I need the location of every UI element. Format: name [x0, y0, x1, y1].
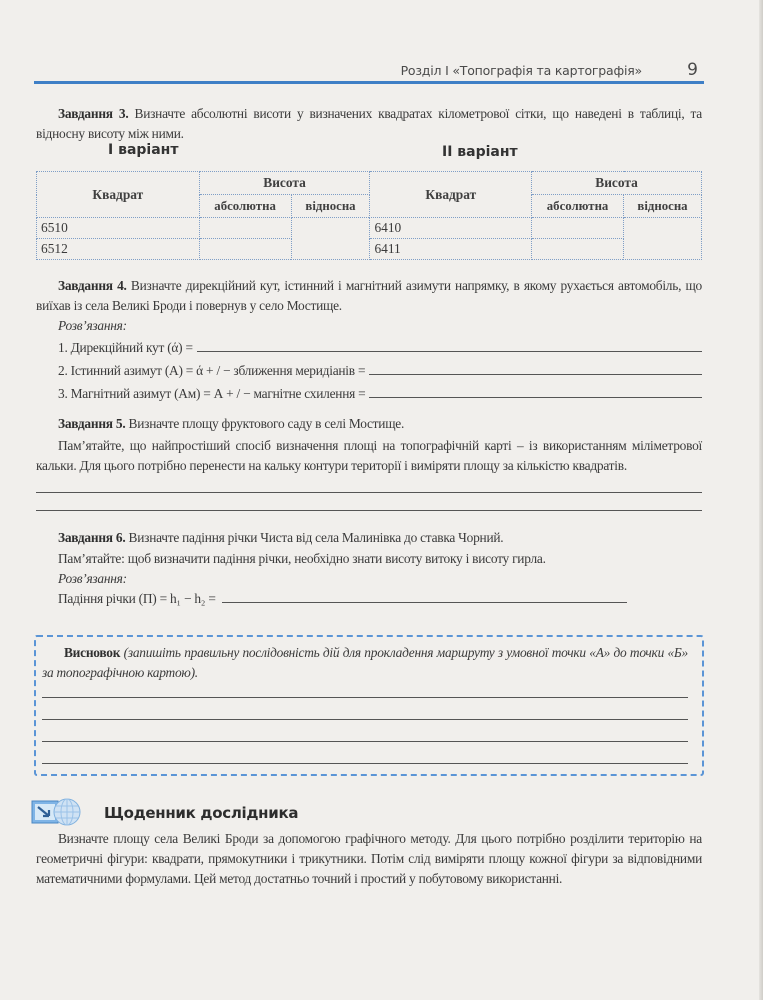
answer-line[interactable]: [42, 763, 688, 764]
absolute-input[interactable]: [532, 239, 624, 260]
col-square-1: Квадрат: [37, 172, 200, 218]
diary-title: Щоденник дослідника: [104, 804, 299, 822]
task-5-label: Завдання 5.: [58, 416, 126, 431]
task-4-step-1: 1. Дирекційний кут (ά) =: [36, 338, 702, 358]
task-6-solution-label: Розв’язання:: [58, 571, 127, 586]
col-relative-2: відносна: [624, 195, 702, 218]
col-height-2: Висота: [532, 172, 702, 195]
absolute-input[interactable]: [532, 218, 624, 239]
task-6: [36, 528, 702, 609]
square-cell: 6410: [370, 218, 532, 239]
task-6-note: Пам’ятайте: щоб визначити падіння річки, необхідно знати висоту витоку і висоту гирла.: [58, 551, 546, 566]
conclusion-text: Висновок (запишіть правильну послідовність дій для прокладення маршруту з умовної точки «А» до точки «Б» за топографічною картою).: [42, 645, 688, 680]
diary-body: [36, 829, 702, 889]
task-4-step-3: 3. Магнітний азимут (Ам) = А + / − магнітне схилення =: [36, 384, 702, 404]
col-square-2: Квадрат: [370, 172, 532, 218]
variant-1-heading: І варіант: [108, 142, 179, 158]
conclusion-label: Висновок: [64, 645, 121, 660]
table-row: [37, 239, 702, 260]
square-cell: 6512: [37, 239, 200, 260]
answer-line[interactable]: [42, 697, 688, 698]
task-4-label: Завдання 4.: [58, 278, 127, 293]
absolute-input[interactable]: [199, 239, 291, 260]
answer-line[interactable]: [369, 384, 702, 398]
task-6-label: Завдання 6.: [58, 530, 126, 545]
table-row: [37, 218, 702, 239]
col-relative-1: відносна: [291, 195, 370, 218]
answer-line[interactable]: [42, 741, 688, 742]
task-4-step-2: 2. Істинний азимут (А) = ά + / − зближення меридіанів =: [36, 361, 702, 381]
conclusion-box: [34, 635, 704, 776]
heights-table: [36, 171, 702, 260]
task-6-formula: Падіння річки (П) = h₁ − h₂ =: [36, 589, 702, 609]
col-height-1: Висота: [199, 172, 370, 195]
answer-line[interactable]: [197, 338, 702, 352]
task-3-label: Завдання 3.: [58, 106, 129, 121]
task-4-text: Завдання 4. Визначте дирекційний кут, істинний і магнітний азимути напрямку, в якому рухається автомобіль, що виїхав із села Великі Броди і повернув у село Мостище.: [36, 278, 702, 313]
square-cell: 6411: [370, 239, 532, 260]
task-5-text: Завдання 5. Визначте площу фруктового саду в селі Мостище.: [58, 416, 405, 431]
diary-text: Визначте площу села Великі Броди за допомогою графічного методу. Для цього потрібно розділити територію на геометричні фігури: квадрати, прямокутники і трикутники. Потім слід виміряти площу кожної фігури за відповідними математичними формулами. Цей метод достатньо точний і простий у побутовому використанні.: [36, 831, 702, 886]
variant-2-heading: ІІ варіант: [442, 144, 518, 160]
task-4: [36, 276, 702, 404]
col-absolute-1: абсолютна: [199, 195, 291, 218]
running-header: [34, 60, 704, 84]
diary-heading: [30, 797, 430, 829]
absolute-input[interactable]: [199, 218, 291, 239]
task-5-note: Пам’ятайте, що найпростіший спосіб визначення площі на топографічній карті – із використанням міліметрової кальки. Для цього потрібно перенести на кальку контури території і виміряти площу за кількістю квадратів.: [36, 438, 702, 473]
task-5: [36, 414, 702, 511]
answer-line[interactable]: [222, 589, 627, 603]
col-absolute-2: абсолютна: [532, 195, 624, 218]
running-title: Розділ І «Топографія та картографія»: [400, 63, 642, 78]
task-4-solution-label: Розв’язання:: [58, 318, 127, 333]
answer-line[interactable]: [36, 492, 702, 493]
variant-headings: [36, 142, 702, 164]
answer-line[interactable]: [36, 510, 702, 511]
square-cell: 6510: [37, 218, 200, 239]
answer-line[interactable]: [369, 361, 702, 375]
globe-arrow-icon: [30, 797, 82, 829]
page-number: 9: [687, 60, 698, 80]
task-6-text: Завдання 6. Визначте падіння річки Чиста від села Малинівка до ставка Чорний.: [58, 530, 504, 545]
task-3-text: Завдання 3. Визначте абсолютні висоти у визначених квадратах кілометрової сітки, що наведені в таблиці, та відносну висоту між ними.: [36, 106, 702, 141]
relative-input[interactable]: [291, 218, 370, 260]
relative-input[interactable]: [624, 218, 702, 260]
answer-line[interactable]: [42, 719, 688, 720]
task-3: [36, 104, 702, 144]
page-edge: [759, 0, 763, 1000]
